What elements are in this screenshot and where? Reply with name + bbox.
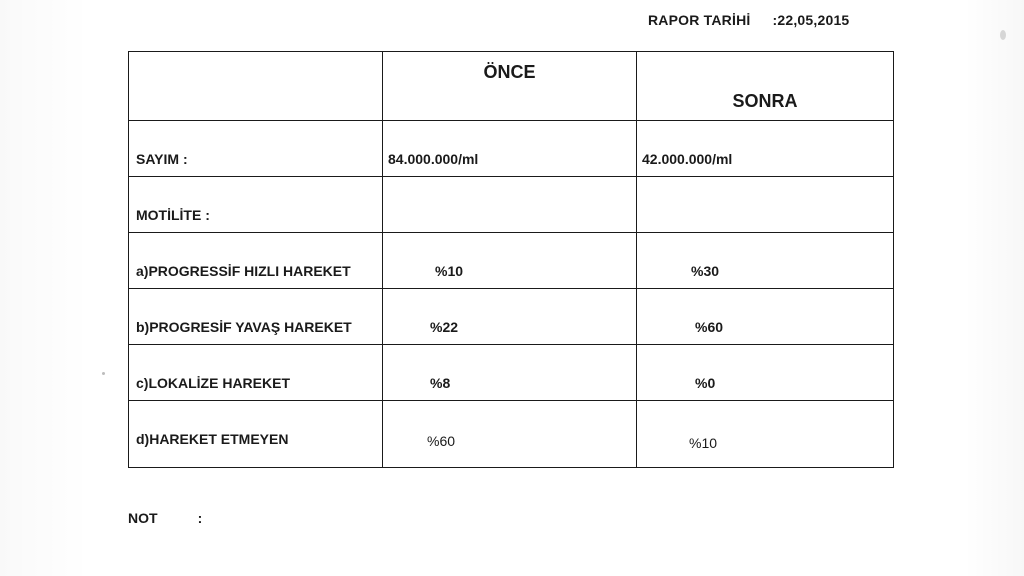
table-row [129,177,894,233]
row-value-once: %8 [430,375,451,391]
row-value-once: 84.000.000/ml [388,151,479,167]
row-label-localized: c)LOKALİZE HAREKET [136,375,290,391]
table-row [129,233,894,289]
note-value: : [197,510,203,526]
header-sonra-cell [637,52,894,121]
note-label: NOT [128,510,158,526]
table-header-row [129,52,894,121]
table-row [129,401,894,468]
row-label-sayim: SAYIM : [136,151,188,167]
row-value-sonra: %30 [691,263,720,279]
row-label-progressive-fast: a)PROGRESSİF HIZLI HAREKET [136,263,351,279]
report-date-label: RAPOR TARİHİ [648,12,751,28]
row-value-once: %22 [430,319,459,335]
semen-analysis-table [128,51,894,468]
row-label-progressive-slow: b)PROGRESİF YAVAŞ HAREKET [136,319,352,335]
row-label-non-motile: d)HAREKET ETMEYEN [136,431,289,447]
header-once-cell [383,52,637,121]
note-line [128,510,202,526]
report-date [648,12,849,28]
scan-speck [1000,30,1006,40]
table-row [129,121,894,177]
column-header-sonra: SONRA [732,91,798,111]
scan-speck [102,372,105,375]
table-row [129,345,894,401]
scan-edge-left [0,0,90,576]
row-value-sonra: 42.000.000/ml [642,151,733,167]
header-empty-cell [129,52,383,121]
row-value-sonra: %0 [695,375,716,391]
column-header-once: ÖNCE [483,62,536,82]
row-value-once: %10 [435,263,464,279]
row-value-once: %60 [427,433,456,449]
row-label-motilite: MOTİLİTE : [136,207,210,223]
row-value-sonra: %10 [689,435,718,451]
table-row [129,289,894,345]
report-date-value: :22,05,2015 [772,12,850,28]
row-value-sonra: %60 [695,319,724,335]
scan-edge-right [964,0,1024,576]
